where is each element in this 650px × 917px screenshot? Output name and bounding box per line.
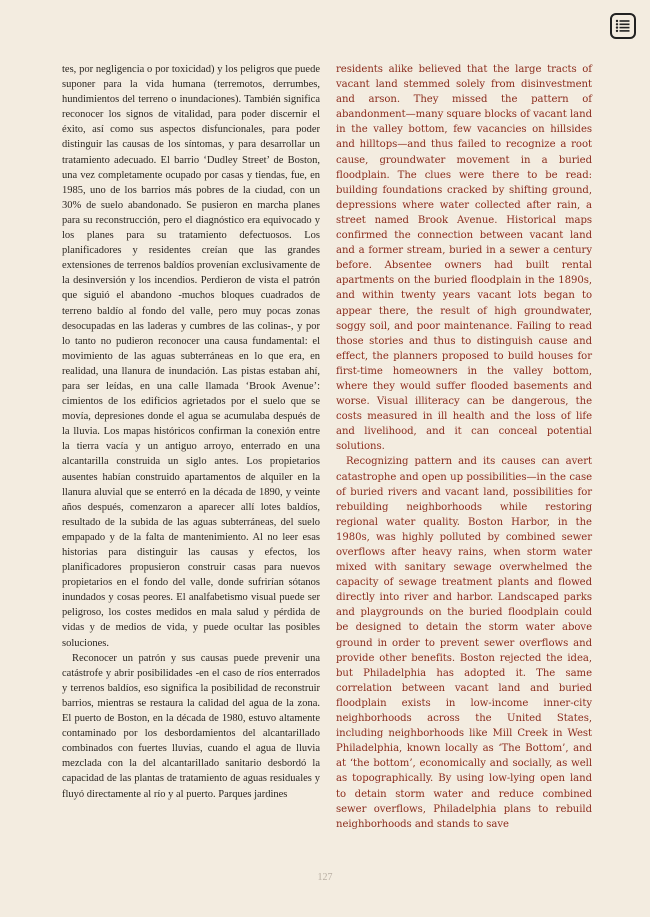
spanish-text-column — [62, 62, 320, 802]
list-menu-icon — [615, 18, 631, 34]
spanish-paragraph-1: tes, por negligencia o por toxicidad) y los peligros que puede suponer para la vida humana (terremotos, derrumbes, hundimientos del terreno o inundaciones). También significa reconocer los signos de vitalidad, para poder discernir el éxito, así como sus aspectos disfuncionales, para poder distinguir las causas de los síntomas, y para desarrollar un tratamiento adecuado. El barrio ‘Dudley Street’ de Boston, una vez completamente ocupado por casas y tiendas, fue, en 1985, uno de los barrios más pobres de la ciudad, con un 30% de suelo abandonado. Se pusieron en marcha planes para su reconstrucción, pero el diagnóstico era equivocado y los planes para su tratamiento defectuosos. Los planificadores y residentes creían que las grandes extensiones de terrenos baldíos provenían exclusivamente de la desinversión y los incendios. Perdieron de vista el patrón que siguió el abandono -muchos bloques cuadrados de terreno baldío al fondo del valle, pero muy pocas zonas desocupadas en las laderas y cumbres de las colinas-, y por lo tanto no pudieron reconocer una causa fundamental: el movimiento de las aguas subterráneas en lo que era, en realidad, una llanura de inundación. Las pistas estaban ahí, para ser leídas, en una calle llamada ‘Brook Avenue’: cimientos de los edificios agrietados por el suelo que se movía, depresiones donde el agua se acumulaba después de la lluvia. Los mapas históricos confirman la conexión entre la tierra vacía y un antiguo arroyo, enterrado en una alcantarilla construida un siglo antes. Los propietarios ausentes habían construido apartamentos de alquiler en la llanura aluvial que se enterró en la década de 1890, y veinte años después, comenzaron a aparecer allí lotes baldíos, resultado de la subida de las aguas subterráneas, del suelo empapado y de la falta de mantenimiento. Al no leer esas historias para distinguir las causas y efectos, los planificadores propusieron construir casas para nuevos propietarios en el fondo del valle, donde sufrirían sótanos inundados y cosas peores. El analfabetismo visual puede ser peligroso, los costes medidos en mala salud y pérdida de vidas y de medios de vida, y puede ocultar las posibles soluciones. — [62, 64, 320, 649]
spanish-paragraph-2: Reconocer un patrón y sus causas puede prevenir una catástrofe y abrir posibilidades -en el caso de ríos enterrados y terrenos baldíos, eso significa la posibilidad de reconstruir barrios, mientras se restaura la calidad del agua de la zona. El puerto de Boston, en la década de 1980, estuvo altamente contaminado por los desbordamientos del alcantarillado combinados con fuertes lluvias, cuando el agua de lluvia mezclada con la del alcantarillado sanitario desbordó la capacidad de las plantas de tratamiento de aguas residuales y fluyó directamente al río y al puerto. Parques jardines — [62, 652, 320, 800]
english-paragraph-2: Recognizing pattern and its causes can avert catastrophe and open up possibilities—in the case of buried rivers and vacant land, possibilities for rebuilding neighborhoods while restoring regional water quality. Boston Harbor, in the 1980s, was highly polluted by combined sewer overflows after heavy rains, when storm water mixed with sanitary sewage overwhelmed the capacity of sewage treatment plants and flowed directly into river and harbor. Landscaped parks and playgrounds on the buried floodplain could be designed to detain the storm water above ground in order to prevent sewer overflows and provide other benefits. Boston rejected the idea, but Philadelphia has adopted it. The same correlation between vacant land and buried floodplain exists in low-income inner-city neighborhoods across the United States, including neighborhoods like Mill Creek in West Philadelphia, known locally as ‘The Bottom’, and at ‘the bottom’, economically and socially, as well as topographically. By using low-lying open land to detain storm water and reduce combined sewer overflows, Philadelphia plans to rebuild neighborhoods and stands to save — [336, 456, 592, 830]
english-paragraph-1: residents alike believed that the large tracts of vacant land stemmed solely from disinvestment and arson. They missed the pattern of abandonment—many square blocks of vacant land in the valley bottom, few vacancies on hillsides and hilltops—and thus failed to recognize a root cause, groundwater movement in a buried floodplain. The clues were there to be read: building foundations cracked by shifting ground, depressions where water collected after rain, a street named Brook Avenue. Historical maps confirmed the connection between vacant land and a former stream, buried in a sewer a century before. Absentee owners had built rental apartments on the buried floodplain in the 1890s, and within twenty years vacant lots began to appear there, the result of high groundwater, soggy soil, and poor maintenance. Failing to read those stories and thus to distinguish cause and effect, the planners proposed to build houses for first-time homeowners in the valley bottom, where they would suffer flooded basements and worse. Visual illiteracy can be dangerous, the costs measured in ill health and the loss of life and livelihood, and it can conceal potential solutions. — [336, 64, 592, 453]
page-number: 127 — [317, 872, 333, 883]
table-of-contents-button[interactable] — [610, 13, 636, 39]
english-text-column — [336, 62, 592, 832]
